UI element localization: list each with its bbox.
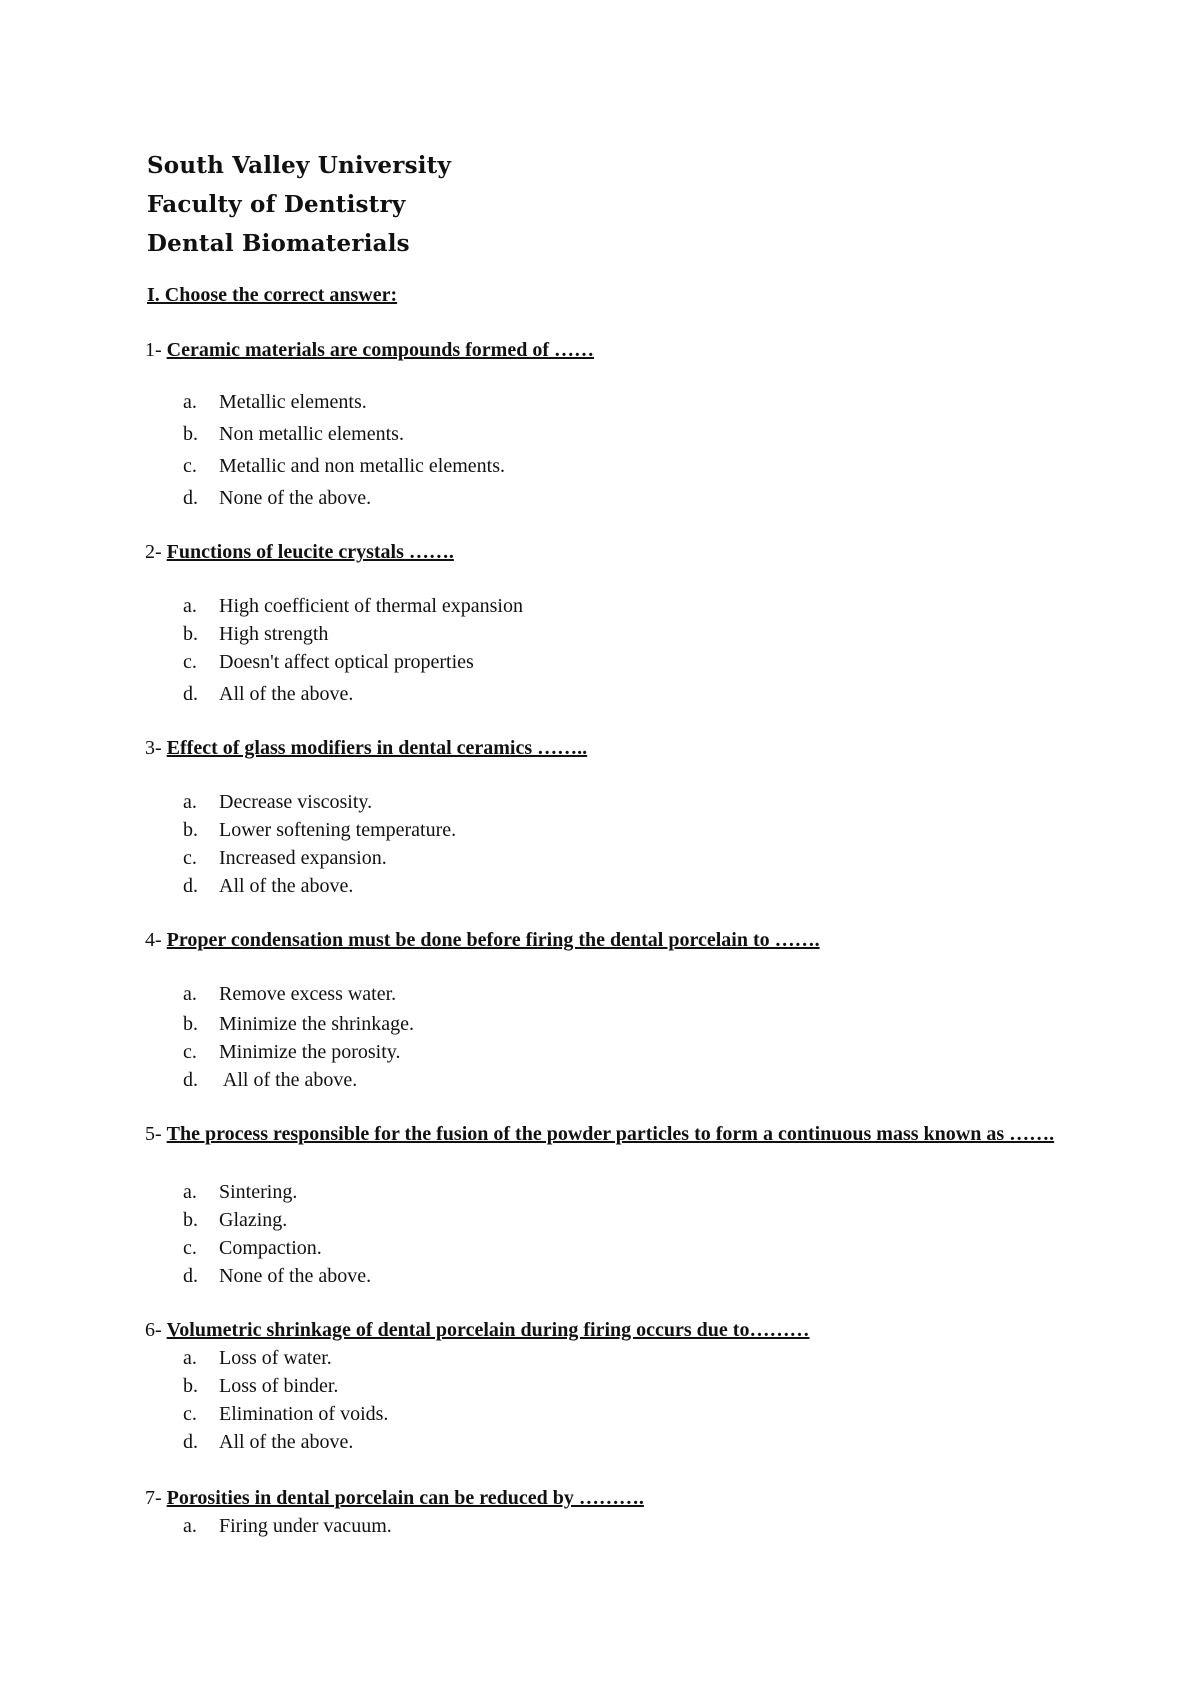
question-text: Porosities in dental porcelain can be reduced by ………. [166,1487,644,1509]
option-4c [183,1040,400,1064]
option-text: All of the above. [219,683,354,705]
question-text: Functions of leucite crystals ……. [166,541,454,563]
option-letter: d. [183,1069,198,1091]
option-text: Remove excess water. [219,983,397,1005]
question-2 [145,538,454,566]
option-3c [183,846,387,870]
option-text: All of the above. [219,1069,358,1091]
question-6 [145,1316,809,1344]
option-letter: a. [183,1181,197,1203]
option-5b [183,1208,287,1232]
option-2d [183,682,353,706]
question-1 [145,336,594,364]
question-5 [145,1120,1065,1148]
option-letter: c. [183,1237,197,1259]
course-name: Dental Biomaterials [147,230,410,257]
option-text: Non metallic elements. [219,423,404,445]
question-number: 4- [145,929,162,951]
option-text: Lower softening temperature. [219,819,457,841]
option-text: Decrease viscosity. [219,791,373,813]
option-text: None of the above. [219,487,372,509]
option-text: Loss of binder. [219,1375,339,1397]
option-text: Doesn't affect optical properties [219,651,474,673]
option-6d [183,1430,353,1454]
option-6b [183,1374,338,1398]
question-number: 6- [145,1319,162,1341]
option-letter: d. [183,875,198,897]
option-3a [183,790,372,814]
option-letter: d. [183,487,198,509]
question-3 [145,734,587,762]
option-letter: b. [183,623,198,645]
question-4 [145,926,820,954]
option-text: Compaction. [219,1237,322,1259]
question-text: The process responsible for the fusion of the powder particles to form a continuous mass known as ……. [166,1123,1055,1145]
question-text: Proper condensation must be done before firing the dental porcelain to ……. [166,929,820,951]
document-header [147,146,451,263]
option-6c [183,1402,388,1426]
option-letter: c. [183,847,197,869]
section-heading: I. Choose the correct answer: [147,284,398,306]
option-letter: b. [183,1013,198,1035]
option-text: Minimize the shrinkage. [219,1013,414,1035]
option-5d [183,1264,371,1288]
option-2b [183,622,328,646]
option-text: Minimize the porosity. [219,1041,401,1063]
option-1b [183,422,404,446]
option-text: Glazing. [219,1209,288,1231]
option-1c [183,454,505,478]
option-2a [183,594,523,618]
option-6a [183,1346,332,1370]
question-number: 5- [145,1123,162,1145]
option-letter: a. [183,595,197,617]
option-4a [183,982,396,1006]
option-text: None of the above. [219,1265,372,1287]
option-text: Increased expansion. [219,847,387,869]
option-1d [183,486,371,510]
option-text: Metallic elements. [219,391,367,413]
option-text: Loss of water. [219,1347,332,1369]
option-letter: b. [183,1375,198,1397]
question-7 [145,1484,644,1512]
question-text: Volumetric shrinkage of dental porcelain during firing occurs due to……… [166,1319,810,1341]
option-3b [183,818,456,842]
question-number: 2- [145,541,162,563]
option-letter: a. [183,1347,197,1369]
option-1a [183,390,367,414]
option-letter: a. [183,791,197,813]
option-letter: a. [183,983,197,1005]
option-letter: c. [183,455,197,477]
option-letter: b. [183,423,198,445]
option-letter: d. [183,683,198,705]
faculty-name: Faculty of Dentistry [147,191,406,218]
option-text: All of the above. [219,875,354,897]
option-letter: c. [183,651,197,673]
option-text: High strength [219,623,329,645]
option-text: Firing under vacuum. [219,1515,392,1537]
option-letter: a. [183,391,197,413]
option-5a [183,1180,297,1204]
option-letter: b. [183,1209,198,1231]
question-number: 3- [145,737,162,759]
option-text: All of the above. [219,1431,354,1453]
option-4b [183,1012,414,1036]
option-text: Metallic and non metallic elements. [219,455,506,477]
option-4d [183,1068,357,1092]
question-number: 1- [145,339,162,361]
question-text: Effect of glass modifiers in dental ceramics …….. [166,737,588,759]
option-letter: b. [183,819,198,841]
option-3d [183,874,353,898]
question-number: 7- [145,1487,162,1509]
option-2c [183,650,474,674]
option-letter: c. [183,1041,197,1063]
option-letter: a. [183,1515,197,1537]
option-letter: d. [183,1265,198,1287]
question-text: Ceramic materials are compounds formed of …… [166,339,594,361]
option-letter: c. [183,1403,197,1425]
option-text: Elimination of voids. [219,1403,389,1425]
option-text: High coefficient of thermal expansion [219,595,523,617]
option-7a [183,1514,392,1538]
option-text: Sintering. [219,1181,298,1203]
option-5c [183,1236,322,1260]
option-letter: d. [183,1431,198,1453]
university-name: South Valley University [147,152,452,179]
